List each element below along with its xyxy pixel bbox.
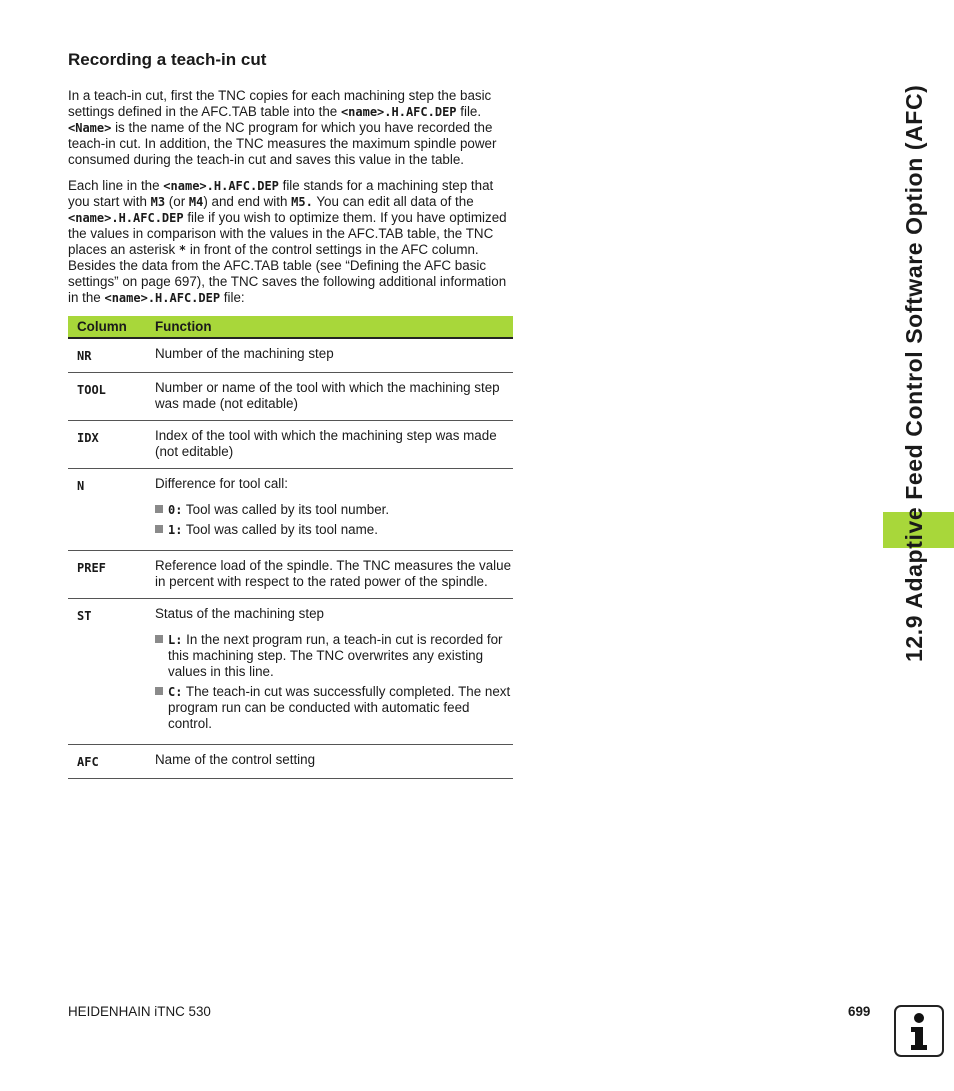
info-icon-graphic — [896, 1007, 942, 1055]
list-item — [155, 684, 513, 732]
page-content — [68, 50, 513, 779]
column-code: IDX — [77, 431, 99, 445]
square-bullet-icon — [155, 687, 163, 695]
cell-column — [68, 745, 155, 779]
option-code: L: — [168, 633, 183, 647]
option-list — [155, 632, 513, 732]
cell-column — [68, 551, 155, 599]
cell-function: Number or name of the tool with which the machining step was made (not editable) — [155, 373, 513, 421]
code-filename: <name>.H.AFC.DEP — [340, 105, 457, 119]
option-text: The teach-in cut was successfully completed. The next program run can be conducted with automatic feed control. — [168, 684, 511, 731]
footer-brand: HEIDENHAIN iTNC 530 — [68, 1004, 211, 1019]
table-header-row — [68, 316, 513, 338]
code-filename: <name>.H.AFC.DEP — [104, 291, 221, 305]
cell-column — [68, 599, 155, 745]
text: Each line in the — [68, 178, 164, 193]
option-text: Tool was called by its tool name. — [182, 522, 378, 537]
text: (or — [165, 194, 189, 209]
column-code: TOOL — [77, 383, 106, 397]
code-name: <Name> — [68, 121, 112, 135]
code-filename: <name>.H.AFC.DEP — [163, 179, 279, 193]
info-icon — [894, 1005, 944, 1057]
cell-function — [155, 599, 513, 745]
cell-function: Number of the machining step — [155, 338, 513, 373]
column-function-table — [68, 316, 513, 779]
table-row — [68, 338, 513, 373]
function-text: Difference for tool call: — [155, 476, 288, 491]
column-code: N — [77, 479, 85, 493]
square-bullet-icon — [155, 525, 163, 533]
text: In a teach-in cut, first the TNC copies for each machining step the basic settings defined in the AFC.TAB table into the — [68, 88, 492, 119]
cell-function: Index of the tool with which the machining step was made (not editable) — [155, 421, 513, 469]
header-function: Function — [155, 316, 513, 338]
column-code: NR — [77, 349, 92, 363]
text: file stands for a machining step that you start with — [68, 178, 494, 209]
table-row — [68, 373, 513, 421]
cell-column — [68, 338, 155, 373]
cell-function: Reference load of the spindle. The TNC measures the value in percent with respect to the rated power of the spindle. — [155, 551, 513, 599]
list-item — [155, 522, 513, 538]
function-text: Status of the machining step — [155, 606, 324, 621]
text: in front of the control settings in the AFC column. Besides the data from the AFC.TAB table (see “Defining the AFC basic settings” on page 697), the TNC saves the following additional information in the — [68, 242, 507, 305]
column-code: AFC — [77, 755, 99, 769]
cell-column — [68, 421, 155, 469]
column-code: PREF — [77, 561, 106, 575]
text: You can edit all data of the — [312, 194, 474, 209]
square-bullet-icon — [155, 505, 163, 513]
list-item — [155, 502, 513, 518]
code-asterisk: * — [178, 243, 187, 257]
option-code: C: — [168, 685, 183, 699]
code-m4: M4 — [188, 195, 204, 209]
column-code: ST — [77, 609, 92, 623]
code-filename: <name>.H.AFC.DEP — [68, 211, 184, 225]
cell-column — [68, 469, 155, 551]
option-list — [155, 502, 513, 538]
option-code: 1: — [168, 523, 183, 537]
cell-column — [68, 373, 155, 421]
option-text: In the next program run, a teach-in cut is recorded for this machining step. The TNC overwrites any existing values in this line. — [168, 632, 503, 679]
table-row — [68, 469, 513, 551]
section-title: Recording a teach-in cut — [68, 50, 267, 69]
cell-function — [155, 469, 513, 551]
text: file if you wish to optimize them. If you have optimized the values in comparison with the values in the AFC.TAB table, the TNC places an asterisk — [68, 210, 507, 257]
text: file. — [456, 104, 482, 119]
chapter-title-text: 12.9 Adaptive Feed Control Software Option (AFC) — [901, 84, 927, 662]
text: file: — [220, 290, 245, 305]
table-row — [68, 421, 513, 469]
page-number: 699 — [848, 1004, 871, 1019]
table-row — [68, 599, 513, 745]
option-text: Tool was called by its tool number. — [182, 502, 390, 517]
code-m3: M3 — [150, 195, 166, 209]
list-item — [155, 632, 513, 680]
header-column: Column — [68, 316, 155, 338]
intro-paragraph — [68, 88, 513, 168]
cell-function: Name of the control setting — [155, 745, 513, 779]
table-row — [68, 551, 513, 599]
detail-paragraph — [68, 178, 513, 306]
code-m5: M5. — [291, 195, 313, 209]
table-row — [68, 745, 513, 779]
square-bullet-icon — [155, 635, 163, 643]
option-code: 0: — [168, 503, 183, 517]
text: ) and end with — [203, 194, 292, 209]
text: is the name of the NC program for which you have recorded the teach-in cut. In addition, the TNC measures the maximum spindle power consumed during the teach-in cut and saves this value in the table. — [68, 120, 497, 167]
